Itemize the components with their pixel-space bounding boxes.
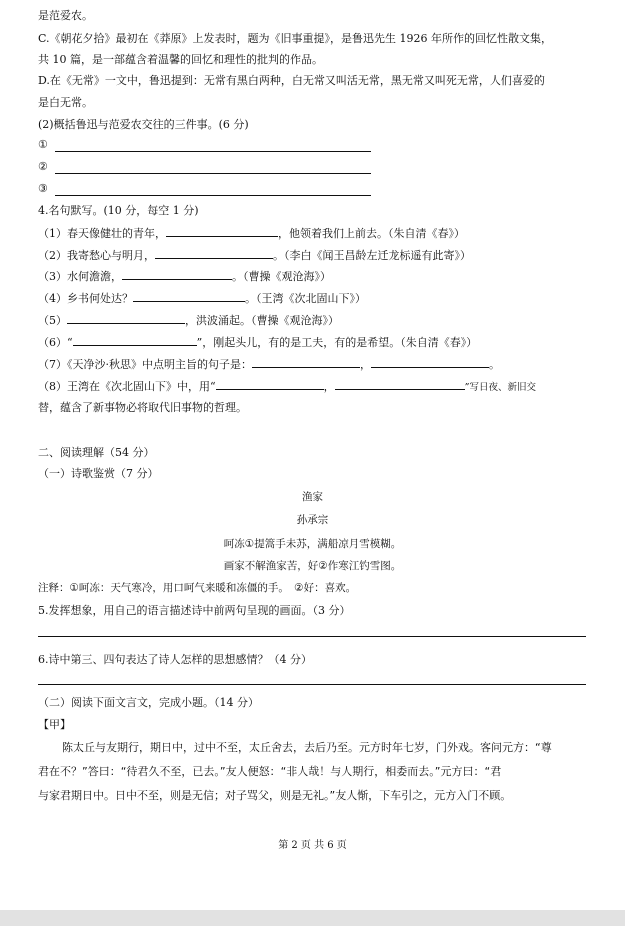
passage-paragraph-line3: 与家君期日中。日中不至，则是无信；对子骂父，则是无礼。”友人惭，下车引之，元方入门不顾。 — [38, 789, 512, 802]
subsection-classical: （二）阅读下面文言文，完成小题。（14 分） — [38, 696, 259, 709]
fill-blank[interactable] — [335, 378, 465, 390]
item-num: （1） — [38, 227, 67, 240]
item-pre: 我寄愁心与明月， — [67, 249, 155, 262]
item-post: 。 — [489, 358, 500, 371]
option-d-line2: 是白无常。 — [38, 96, 93, 109]
open-quote: “ — [67, 336, 73, 349]
question-5: 5.发挥想象，用自己的语言描述诗中前两句呈现的画面。（3 分） — [38, 604, 351, 617]
bottom-margin-bar — [0, 910, 625, 926]
q4-item-5 — [38, 312, 339, 329]
q4-item-8-cont: 替，蕴含了新事物必将取代旧事物的哲理。 — [38, 401, 247, 414]
poem-line-1: 呵冻①提篙手未苏，满船凉月雪模糊。 — [223, 538, 402, 550]
answer-line-q5[interactable] — [38, 636, 586, 637]
poem-line-2: 画家不解渔家苦，好②作寒江钓雪图。 — [223, 560, 402, 572]
item-pre: 水何澹澹， — [67, 270, 122, 283]
item-mid: ， — [323, 380, 335, 393]
q4-item-6 — [38, 334, 477, 351]
q4-item-1 — [38, 225, 465, 242]
fill-blank[interactable] — [166, 225, 278, 237]
option-c-line2: 共 10 篇，是一部蕴含着温馨的回忆和理性的批判的作品。 — [38, 53, 323, 66]
answer-mark-1: ① — [38, 138, 48, 151]
fill-blank[interactable] — [216, 378, 324, 390]
subsection-poetry: （一）诗歌鉴赏（7 分） — [38, 467, 159, 480]
answer-mark-3: ③ — [38, 182, 48, 195]
answer-line-q6[interactable] — [38, 684, 586, 685]
section-2-title: 二、阅读理解（54 分） — [38, 446, 155, 459]
item-post: 。（曹操《观沧海》） — [232, 270, 331, 283]
fill-blank[interactable] — [371, 356, 489, 368]
question-6: 6.诗中第三、四句表达了诗人怎样的思想感情？（4 分） — [38, 653, 312, 666]
page-footer: 第 2 页 共 6 页 — [278, 840, 347, 851]
item-pre: 乡书何处达？ — [67, 292, 133, 305]
passage-paragraph-line1: 陈太丘与友期行，期日中，过中不至，太丘舍去，去后乃至。元方时年七岁，门外戏。客问元方：“尊 — [62, 741, 552, 754]
option-c-line1: C.《朝花夕拾》最初在《莽原》上发表时，题为《旧事重提》，是鲁迅先生 1926 年所作的回忆性散文集， — [38, 32, 553, 45]
answer-line-2[interactable] — [55, 173, 371, 174]
fill-blank[interactable] — [73, 334, 197, 346]
item-pre: 《天净沙·秋思》中点明主旨的句子是： — [67, 358, 252, 371]
passage-paragraph-line2: 君在不？”答曰：“待君久不至，已去。”友人便怒：“非人哉！与人期行，相委而去。”元方曰：“君 — [38, 765, 502, 778]
item-post: ”写日夜、新旧交 — [464, 382, 536, 393]
answer-line-1[interactable] — [55, 151, 371, 152]
item-post: ，他领着我们上前去。（朱自清《春》） — [278, 227, 465, 240]
answer-mark-2: ② — [38, 160, 48, 173]
item-num: （6） — [38, 336, 67, 349]
fill-blank[interactable] — [252, 356, 360, 368]
q4-item-8 — [38, 378, 536, 396]
item-num: （2） — [38, 249, 67, 262]
poem-note: 注释：①呵冻：天气寒冷，用口呵气来暖和冻僵的手。 ②好：喜欢。 — [38, 582, 357, 594]
item-mid: ， — [360, 358, 371, 371]
item-post: ”，刚起头儿，有的是工夫，有的是希望。（朱自清《春》） — [196, 336, 478, 349]
q4-item-4 — [38, 290, 366, 307]
item-post: ，洪波涌起。（曹操《观沧海》） — [185, 314, 339, 327]
question-2-2: (2)概括鲁迅与范爱农交往的三件事。(6 分) — [38, 118, 249, 131]
item-num: （4） — [38, 292, 67, 305]
item-num: （8） — [38, 380, 67, 393]
option-d-line1: D.在《无常》一文中，鲁迅提到：无常有黑白两种，白无常又叫活无常，黑无常又叫死无常，人们喜爱的 — [38, 74, 545, 87]
item-post: 。（李白《闻王昌龄左迁龙标遥有此寄》） — [273, 249, 471, 262]
q4-item-3 — [38, 268, 331, 285]
poem-title: 渔家 — [302, 491, 323, 503]
item-pre: 王湾在《次北固山下》中，用“ — [67, 380, 216, 393]
passage-jia-label: 【甲】 — [38, 718, 71, 731]
fill-blank[interactable] — [155, 247, 273, 259]
item-num: （7） — [38, 358, 67, 371]
item-num: （3） — [38, 270, 67, 283]
text-line: 是范爱农。 — [38, 9, 93, 22]
item-post: 。（王湾《次北固山下》） — [245, 292, 366, 305]
fill-blank[interactable] — [122, 268, 232, 280]
q4-item-7 — [38, 356, 500, 373]
item-pre: 春天像健壮的青年， — [67, 227, 166, 240]
fill-blank[interactable] — [133, 290, 245, 302]
question-4-title: 4.名句默写。(10 分，每空 1 分) — [38, 204, 199, 217]
q4-item-2 — [38, 247, 471, 264]
fill-blank[interactable] — [67, 312, 185, 324]
poem-author: 孙承宗 — [296, 514, 329, 526]
item-num: （5） — [38, 314, 67, 327]
answer-line-3[interactable] — [55, 195, 371, 196]
